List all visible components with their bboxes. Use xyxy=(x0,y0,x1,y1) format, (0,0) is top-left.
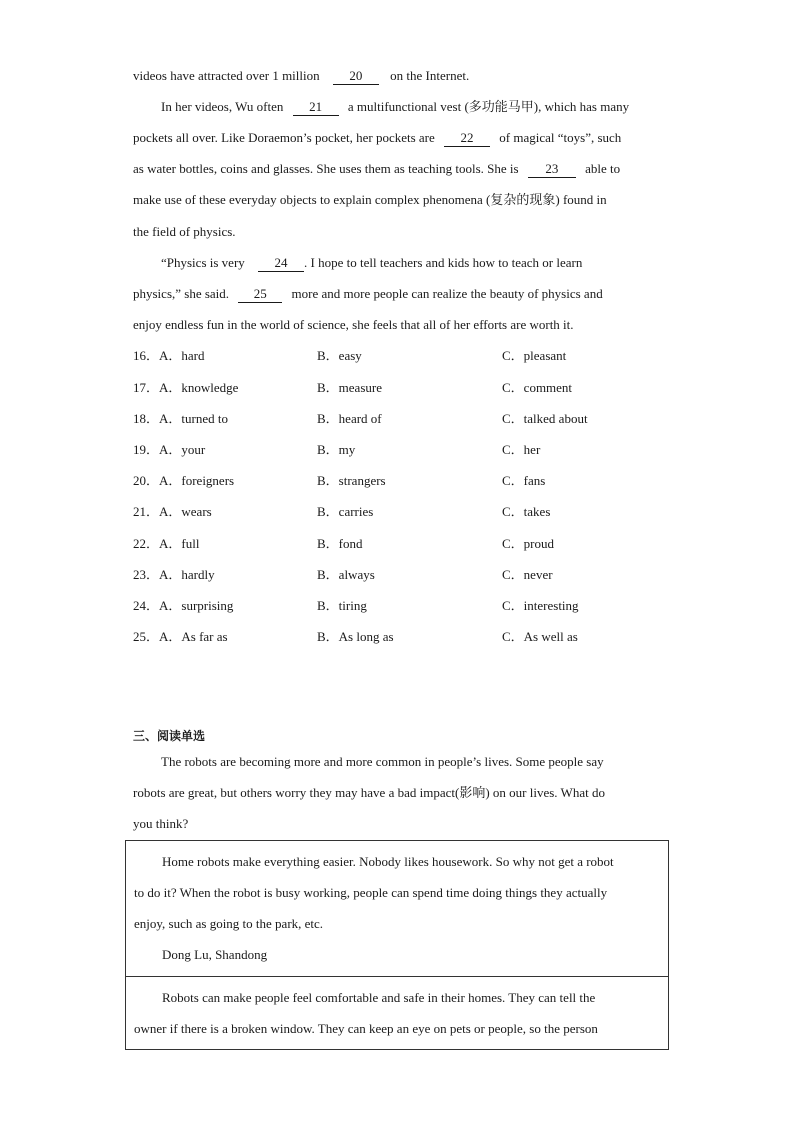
option-row xyxy=(133,440,673,460)
passage-text: on the Internet. xyxy=(390,68,470,83)
passage-line xyxy=(161,253,661,273)
blank-20: 20 xyxy=(333,68,379,85)
passage-text: as water bottles, coins and glasses. She uses them as teaching tools. She is xyxy=(133,161,519,176)
option-row xyxy=(133,471,673,491)
option-c[interactable]: C．her xyxy=(502,442,541,457)
passage-line xyxy=(133,66,661,86)
passage-text: make use of these everyday objects to explain complex phenomena (复杂的现象) found in xyxy=(133,192,607,207)
section-title: 三、阅读单选 xyxy=(133,729,206,743)
blank-21: 21 xyxy=(293,99,339,116)
box-text: Robots can make people feel comfortable and safe in their homes. They can tell the xyxy=(162,990,596,1005)
option-row xyxy=(133,409,673,429)
box-text: owner if there is a broken window. They can keep an eye on pets or people, so the person xyxy=(134,1021,598,1036)
option-b[interactable]: B．easy xyxy=(317,348,362,363)
question-number: 23． xyxy=(133,567,160,582)
option-b[interactable]: B．tiring xyxy=(317,598,367,613)
option-a[interactable]: A．knowledge xyxy=(159,380,239,395)
question-number: 17． xyxy=(133,380,160,395)
option-row xyxy=(133,378,673,398)
passage-line xyxy=(133,190,661,210)
option-a[interactable]: A．hardly xyxy=(159,567,215,582)
passage-text: a multifunctional vest (多功能马甲), which has many xyxy=(347,99,630,114)
question-number: 25． xyxy=(133,629,160,644)
option-row xyxy=(133,565,673,585)
option-a[interactable]: A．As far as xyxy=(159,629,228,644)
passage-line xyxy=(133,284,661,304)
intro-text: robots are great, but others worry they may have a bad impact(影响) on our lives. What do xyxy=(133,785,605,800)
opinion-box-1 xyxy=(125,840,669,977)
option-c[interactable]: C．fans xyxy=(502,473,546,488)
question-number: 19． xyxy=(133,442,160,457)
option-c[interactable]: C．As well as xyxy=(502,629,578,644)
passage-line xyxy=(133,315,661,335)
question-number: 18． xyxy=(133,411,160,426)
option-row xyxy=(133,534,673,554)
option-a[interactable]: A．turned to xyxy=(159,411,228,426)
box-line xyxy=(134,883,662,903)
passage-text: physics,” she said. xyxy=(133,286,230,301)
option-b[interactable]: B．strangers xyxy=(317,473,386,488)
passage-text: In her videos, Wu often xyxy=(161,99,284,114)
blank-25: 25 xyxy=(238,286,282,303)
option-row xyxy=(133,502,673,522)
blank-22: 22 xyxy=(444,130,490,147)
box-author xyxy=(162,945,662,965)
box-line xyxy=(162,852,662,872)
option-a[interactable]: A．wears xyxy=(159,504,212,519)
blank-24: 24 xyxy=(258,255,304,272)
passage-line xyxy=(133,159,661,179)
option-c[interactable]: C．never xyxy=(502,567,553,582)
passage-line xyxy=(133,222,661,242)
option-b[interactable]: B．carries xyxy=(317,504,374,519)
option-b[interactable]: B．heard of xyxy=(317,411,382,426)
passage-text: enjoy endless fun in the world of science, she feels that all of her efforts are worth it. xyxy=(133,317,574,332)
passage-text: of magical “toys”, such xyxy=(499,130,622,145)
option-row xyxy=(133,596,673,616)
question-number: 22． xyxy=(133,536,160,551)
box-text: to do it? When the robot is busy working, people can spend time doing things they actually xyxy=(134,885,608,900)
passage-line xyxy=(133,128,661,148)
passage-text: . I hope to tell teachers and kids how to teach or learn xyxy=(304,255,583,270)
opinion-box-2 xyxy=(125,976,669,1050)
option-c[interactable]: C．interesting xyxy=(502,598,579,613)
option-row xyxy=(133,627,673,647)
passage-text: able to xyxy=(585,161,621,176)
option-b[interactable]: B．my xyxy=(317,442,356,457)
passage-text: “Physics is very xyxy=(161,255,245,270)
option-a[interactable]: A．your xyxy=(159,442,206,457)
option-a[interactable]: A．full xyxy=(159,536,200,551)
option-c[interactable]: C．talked about xyxy=(502,411,588,426)
option-c[interactable]: C．proud xyxy=(502,536,555,551)
option-row xyxy=(133,346,673,366)
box-text: enjoy, such as going to the park, etc. xyxy=(134,916,324,931)
option-c[interactable]: C．takes xyxy=(502,504,551,519)
blank-23: 23 xyxy=(528,161,576,178)
option-b[interactable]: B．always xyxy=(317,567,375,582)
intro-line xyxy=(161,752,661,772)
question-number: 24． xyxy=(133,598,160,613)
option-b[interactable]: B．fond xyxy=(317,536,363,551)
passage-line xyxy=(161,97,661,117)
question-number: 20． xyxy=(133,473,160,488)
box-text: Home robots make everything easier. Nobody likes housework. So why not get a robot xyxy=(162,854,614,869)
passage-text: pockets all over. Like Doraemon’s pocket, her pockets are xyxy=(133,130,435,145)
intro-text: you think? xyxy=(133,816,189,831)
option-a[interactable]: A．hard xyxy=(159,348,205,363)
option-b[interactable]: B．measure xyxy=(317,380,382,395)
passage-text: videos have attracted over 1 million xyxy=(133,68,320,83)
option-b[interactable]: B．As long as xyxy=(317,629,394,644)
option-c[interactable]: C．pleasant xyxy=(502,348,567,363)
passage-text: more and more people can realize the beauty of physics and xyxy=(291,286,603,301)
option-a[interactable]: A．foreigners xyxy=(159,473,235,488)
box-line xyxy=(162,988,662,1008)
author-name: Dong Lu, Shandong xyxy=(162,947,268,962)
intro-line xyxy=(133,814,661,834)
option-a[interactable]: A．surprising xyxy=(159,598,234,613)
option-c[interactable]: C．comment xyxy=(502,380,573,395)
question-number: 21． xyxy=(133,504,160,519)
question-number: 16． xyxy=(133,348,160,363)
intro-line xyxy=(133,783,661,803)
box-line xyxy=(134,914,662,934)
box-line xyxy=(134,1019,662,1039)
passage-text: the field of physics. xyxy=(133,224,236,239)
intro-text: The robots are becoming more and more common in people’s lives. Some people say xyxy=(161,754,604,769)
